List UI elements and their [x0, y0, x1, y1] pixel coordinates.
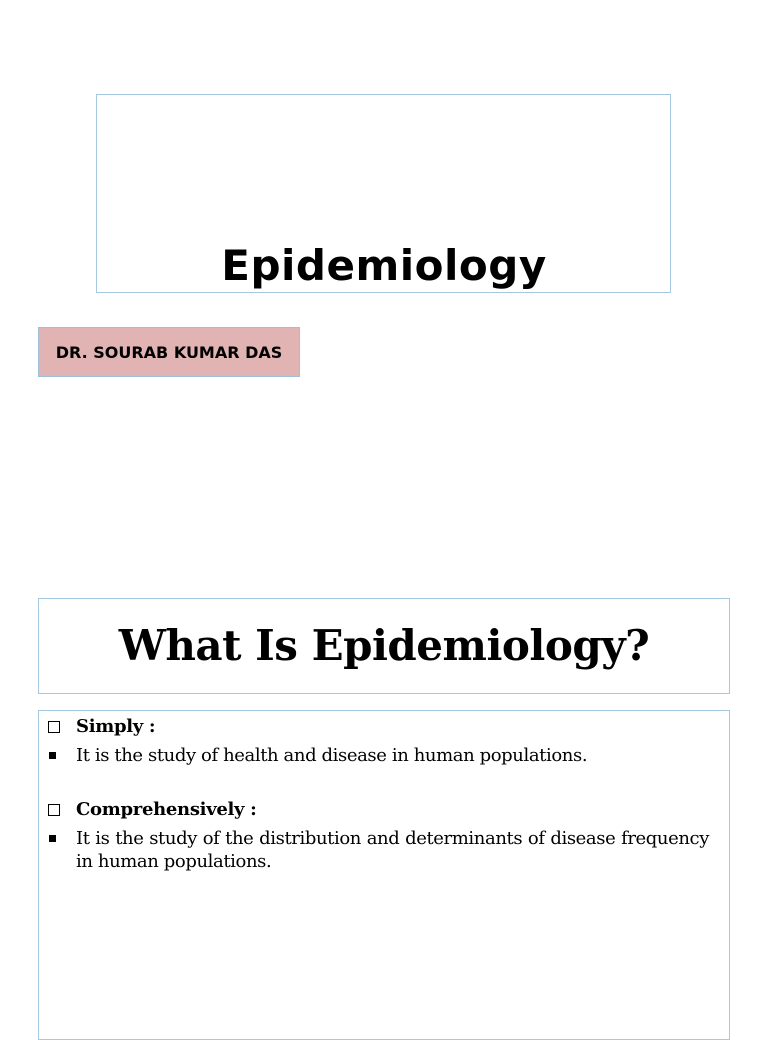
- section-heading: [47, 798, 709, 821]
- checkbox-outline-icon: [48, 721, 60, 733]
- checkbox-outline-icon: [48, 804, 60, 816]
- slide-title: Epidemiology: [221, 241, 547, 290]
- author-box: [38, 327, 300, 377]
- heading-box: [38, 598, 730, 694]
- section-simply: [47, 715, 709, 767]
- section-comprehensively: [47, 798, 709, 873]
- section-heading: [47, 715, 709, 738]
- square-bullet-icon: [49, 752, 56, 759]
- list-item: [47, 744, 709, 767]
- author-name: DR. SOURAB KUMAR DAS: [55, 342, 283, 362]
- bullet-text: It is the study of the distribution and determinants of disease frequency in human populations.: [76, 828, 709, 872]
- bullet-text: It is the study of health and disease in human populations.: [76, 745, 588, 766]
- section-label: Comprehensively :: [76, 799, 257, 820]
- list-item: [47, 827, 709, 873]
- section-label: Simply :: [76, 716, 156, 737]
- content-box: [38, 710, 730, 1040]
- slide-heading: What Is Epidemiology?: [118, 621, 650, 670]
- square-bullet-icon: [49, 835, 56, 842]
